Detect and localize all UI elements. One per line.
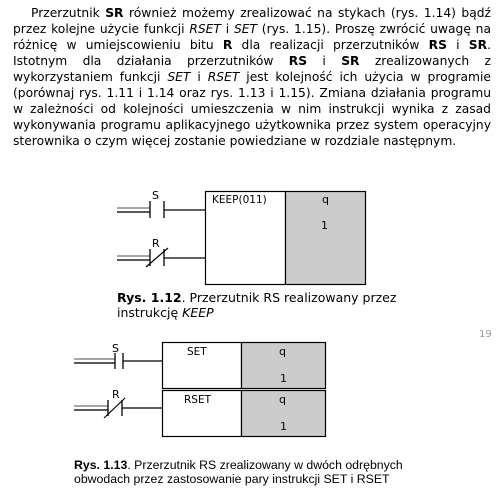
contact-s2-no	[115, 353, 162, 369]
body-paragraph: Przerzutnik SR również możemy zrealizować na stykach (rys. 1.14) bądź przez kolejne użycie funkcji RSET i SET (rys. 1.15). Proszę zwrócić uwagę na różnicę w umiejscowieniu bitu R dla realizacji przerzutników RS i SR. Istotnym dla działania przerzutników RS i SR zrealizowanych z wykorzystaniem funkcji SET i RSET jest kolejność ich użycia w programie (porównaj rys. 1.11 i 1.14 oraz rys. 1.13 i 1.15). Zmiana działania programu w zależności od kolejności umieszczenia w nim instrukcji wynika z zasad wykonywania programu aplikacyjnego użytkownika przez system operacyjny sterownika o czym więcej zostanie powiedziane w rozdziale następnym.	[13, 6, 492, 148]
keep-block-label: KEEP(011)	[212, 194, 267, 206]
contact-r2-nc	[104, 398, 162, 418]
contact-s2-label: S	[112, 342, 119, 355]
rset-output-value: 1	[280, 420, 287, 433]
contact-r-label: R	[152, 237, 160, 250]
set-output-value: 1	[280, 372, 287, 385]
figure-caption-1-12: Rys. 1.12. Przerzutnik RS realizowany przez instrukcję KEEP	[117, 290, 397, 320]
set-block-label: SET	[187, 346, 207, 358]
rail-r	[117, 256, 150, 260]
keep-output-value: 1	[321, 219, 328, 232]
set-output-label: q	[279, 345, 286, 358]
rail-s-2	[74, 359, 115, 363]
contact-s-no	[150, 201, 205, 218]
contact-r2-label: R	[112, 388, 120, 401]
page-number: 19	[479, 329, 492, 340]
figure-caption-1-13: Rys. 1.13. Przerzutnik RS zrealizowany w dwóch odrębnych obwodach przez zastosowanie pary instrukcji SET i RSET	[74, 458, 403, 486]
keep-output-label: q	[322, 193, 329, 206]
contact-s-label: S	[152, 189, 159, 202]
rset-output-label: q	[279, 393, 286, 406]
rail-r-2	[74, 406, 108, 410]
rail-s	[117, 208, 150, 212]
contact-r-nc	[146, 248, 205, 267]
rset-block-label: RSET	[184, 394, 212, 406]
